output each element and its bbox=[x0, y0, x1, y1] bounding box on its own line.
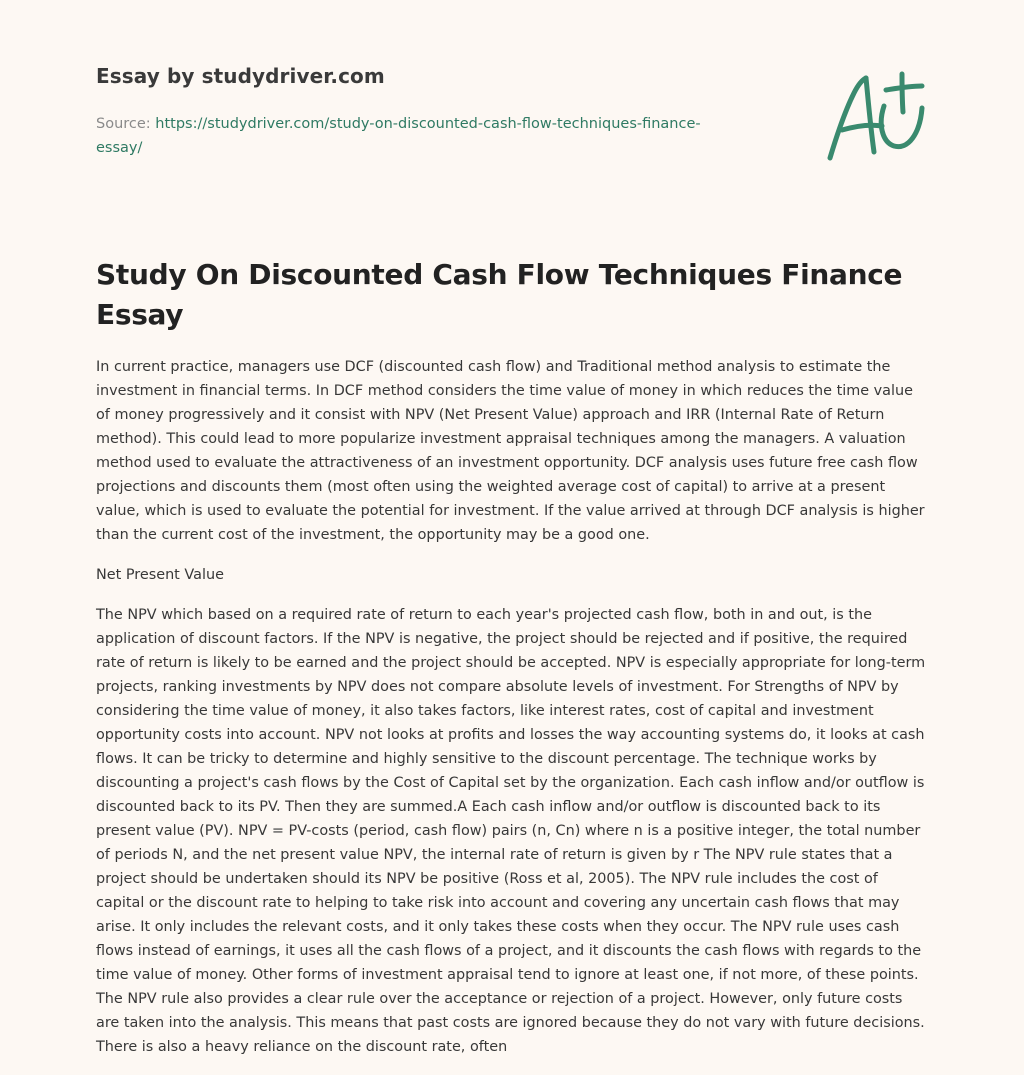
essay-body bbox=[96, 355, 928, 1075]
source-link[interactable]: https://studydriver.com/study-on-discounted-cash-flow-techniques-finance-essay/ bbox=[96, 116, 701, 156]
source-label: Source: bbox=[96, 116, 151, 132]
paragraph-intro: In current practice, managers use DCF (discounted cash flow) and Traditional method analysis to estimate the investment in financial terms. In DCF method considers the time value of money in which reduces the time value of money progressively and it consist with NPV (Net Present Value) approach and IRR (Internal Rate of Return method). This could lead to more popularize investment appraisal techniques among the managers. A valuation method used to evaluate the attractiveness of an investment opportunity. DCF analysis uses future free cash flow projections and discounts them (most often using the weighted average cost of capital) to arrive at a present value, which is used to evaluate the potential for investment. If the value arrived at through DCF analysis is higher than the current cost of the investment, the opportunity may be a good one. bbox=[96, 359, 925, 543]
essay-title: Study On Discounted Cash Flow Techniques Finance Essay bbox=[96, 258, 903, 331]
a-plus-logo-icon bbox=[822, 68, 930, 164]
section-subheading: Net Present Value bbox=[96, 567, 224, 583]
paragraph-npv: The NPV which based on a required rate of return to each year's projected cash flow, both in and out, is the application of discount factors. If the NPV is negative, the project should be rejected and if positive, the required rate of return is likely to be earned and the project should be accepted. NPV is especially appropriate for long-term projects, ranking investments by NPV does not compare absolute levels of investment. For Strengths of NPV by considering the time value of money, it also takes factors, like interest rates, cost of capital and investment opportunity costs into account. NPV not looks at profits and losses the way accounting systems do, it looks at cash flows. It can be tricky to determine and highly sensitive to the discount percentage. The technique works by discounting a project's cash flows by the Cost of Capital set by the organization. Each cash inflow and/or outflow is discounted back to its PV. Then they are summed.A Each cash inflow and/or outflow is discounted back to its present value (PV). NPV = PV-costs (period, cash flow) pairs (n, Cn) where n is a positive integer, the total number of periods N, and the net present value NPV, the internal rate of return is given by r The NPV rule states that a project should be undertaken should its NPV be positive (Ross et al, 2005). The NPV rule includes the cost of capital or the discount rate to helping to take risk into account and covering any uncertain cash flows that may arise. It only includes the relevant costs, and it only takes these costs when they occur. The NPV rule uses cash flows instead of earnings, it uses all the cash flows of a project, and it discounts the cash flows with regards to the time value of money. Other forms of investment appraisal tend to ignore at least one, if not more, of these points. The NPV rule also provides a clear rule over the acceptance or rejection of a project. However, only future costs are taken into the analysis. This means that past costs are ignored because they do not vary with future decisions. There is also a heavy reliance on the discount rate, often bbox=[96, 607, 926, 1055]
a-plus-logo bbox=[822, 68, 930, 164]
site-title: Essay by studydriver.com bbox=[96, 64, 385, 88]
source-line bbox=[96, 112, 736, 160]
